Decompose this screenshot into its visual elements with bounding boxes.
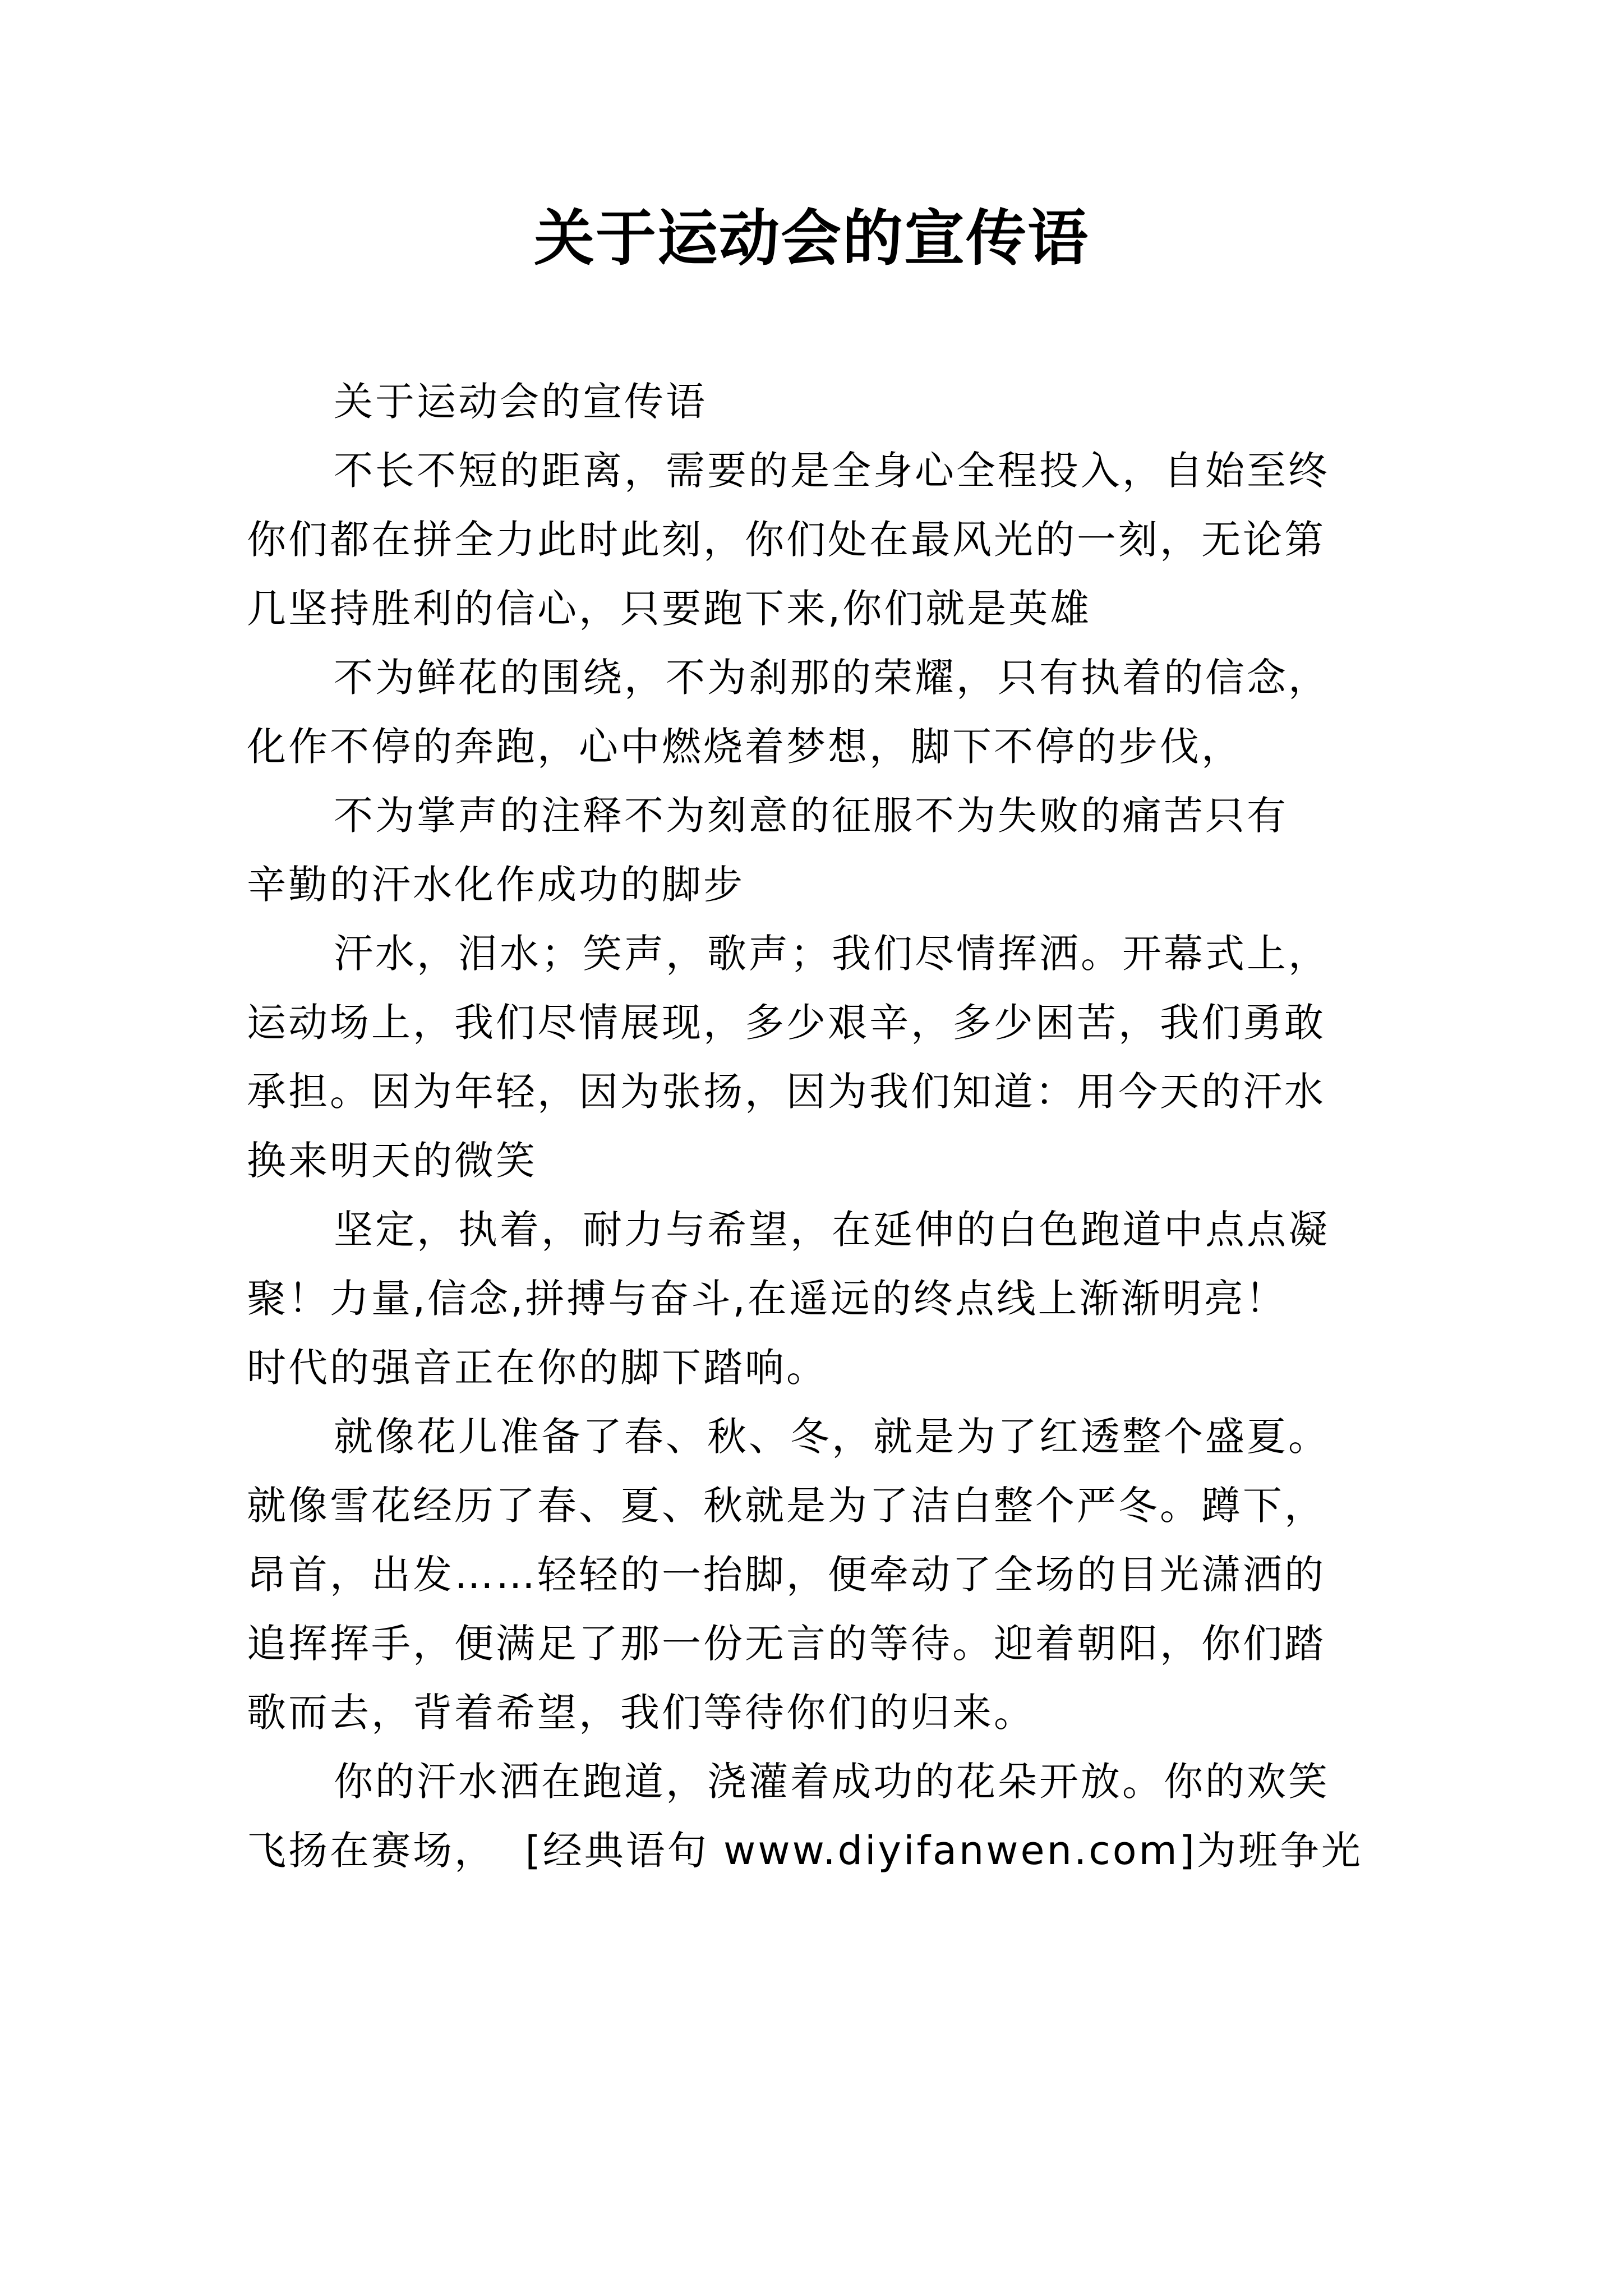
document-title: 关于运动会的宣传语 <box>533 203 1089 274</box>
paragraph <box>247 781 1413 919</box>
document-body <box>247 367 1413 1885</box>
text-line: 聚！力量,信念,拼搏与奋斗,在遥远的终点线上渐渐明亮！ <box>247 1276 1287 1322</box>
text-line: 歌而去，背着希望，我们等待你们的归来。 <box>247 1690 1035 1736</box>
text-line: 你们都在拼全力此时此刻，你们处在最风光的一刻，无论第 <box>247 517 1326 563</box>
paragraph <box>247 643 1413 781</box>
text-line: 就像花儿准备了春、秋、冬，就是为了红透整个盛夏。 <box>334 1414 1330 1460</box>
paragraph <box>247 436 1413 643</box>
text-line: 不为掌声的注释不为刻意的征服不为失败的痛苦只有 <box>334 793 1288 839</box>
paragraph <box>247 1402 1413 1747</box>
text-line: 几坚持胜利的信心，只要跑下来,你们就是英雄 <box>247 586 1092 632</box>
text-line: 你的汗水洒在跑道，浇灌着成功的花朵开放。你的欢笑 <box>334 1759 1330 1805</box>
text-line: 就像雪花经历了春、夏、秋就是为了洁白整个严冬。蹲下， <box>247 1483 1326 1529</box>
text-line: 运动场上，我们尽情展现，多少艰辛，多少困苦，我们勇敢 <box>247 1000 1326 1046</box>
text-line: 昂首，出发……轻轻的一抬脚，便牵动了全场的目光潇洒的 <box>247 1552 1326 1598</box>
text-line: 追挥挥手，便满足了那一份无言的等待。迎着朝阳，你们踏 <box>247 1621 1326 1667</box>
text-line: 辛勤的汗水化作成功的脚步 <box>247 862 745 908</box>
text-line: 关于运动会的宣传语 <box>334 379 707 425</box>
paragraph <box>247 1747 1413 1885</box>
text-line: 承担。因为年轻，因为张扬，因为我们知道：用今天的汗水 <box>247 1069 1326 1115</box>
paragraph <box>247 1195 1413 1402</box>
paragraph <box>247 367 1413 436</box>
text-line: 时代的强音正在你的脚下踏响。 <box>247 1345 828 1391</box>
text-line: 化作不停的奔跑，心中燃烧着梦想，脚下不停的步伐， <box>247 724 1243 770</box>
text-line: 不为鲜花的围绕，不为刹那的荣耀，只有执着的信念， <box>334 655 1330 701</box>
text-line: 飞扬在赛场， [经典语句 www.diyifanwen.com]为班争光 <box>247 1828 1363 1874</box>
text-line: 坚定，执着，耐力与希望，在延伸的白色跑道中点点凝 <box>334 1207 1330 1253</box>
text-line: 换来明天的微笑 <box>247 1138 537 1184</box>
text-line: 不长不短的距离，需要的是全身心全程投入，自始至终 <box>334 448 1330 494</box>
paragraph <box>247 919 1413 1195</box>
text-line: 汗水，泪水；笑声，歌声；我们尽情挥洒。开幕式上， <box>334 931 1330 977</box>
